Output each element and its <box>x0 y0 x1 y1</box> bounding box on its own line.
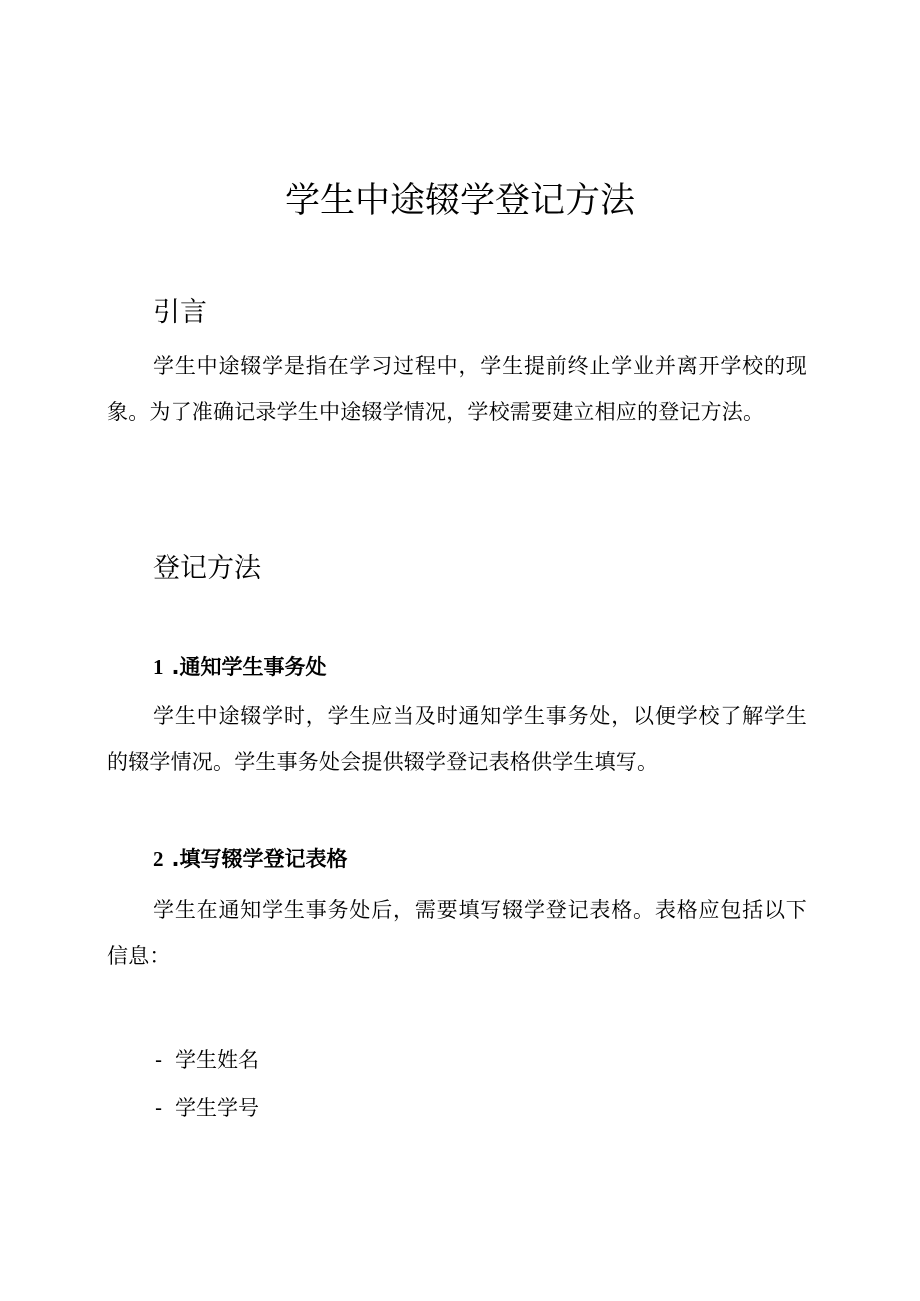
step-1-title: .通知学生事务处 <box>171 655 327 679</box>
list-marker: - <box>155 1096 163 1120</box>
list-item-text: 学生姓名 <box>175 1048 259 1072</box>
intro-paragraph: 学生中途辍学是指在学习过程中，学生提前终止学业并离开学校的现象。为了准确记录学生中途辍学情况，学校需要建立相应的登记方法。 <box>107 354 807 424</box>
list-item <box>155 1045 259 1075</box>
section-heading-method: 登记方法 <box>153 553 261 584</box>
section-heading-intro: 引言 <box>153 297 207 328</box>
step-1-number: 1 <box>153 655 164 679</box>
step-2-paragraph: 学生在通知学生事务处后，需要填写辍学登记表格。表格应包括以下信息： <box>107 898 807 968</box>
step-1-paragraph: 学生中途辍学时，学生应当及时通知学生事务处，以便学校了解学生的辍学情况。学生事务处会提供辍学登记表格供学生填写。 <box>107 704 807 774</box>
list-marker: - <box>155 1048 163 1072</box>
step-2-number: 2 <box>153 847 164 871</box>
list-item-text: 学生学号 <box>175 1096 259 1120</box>
step-2-title: .填写辍学登记表格 <box>171 847 348 871</box>
list-item <box>155 1093 259 1123</box>
step-1-heading <box>153 652 326 682</box>
step-2-heading <box>153 844 347 874</box>
document-title: 学生中途辍学登记方法 <box>284 181 635 221</box>
